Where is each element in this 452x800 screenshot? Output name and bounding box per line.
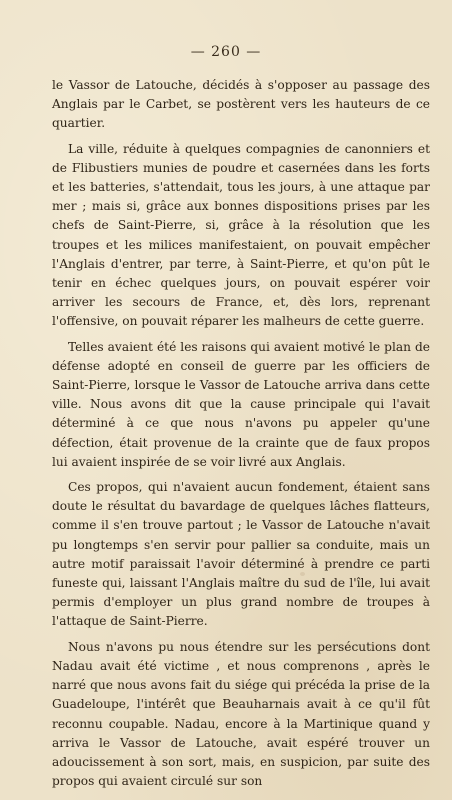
page-number: — 260 — (190, 44, 262, 60)
paragraph: Telles avaient été les raisons qui avaient motivé le plan de défense adopté en conseil de guerre par les officiers de Saint-Pierre, lorsque le Vassor de Latouche arriva dans cette ville. Nous avons dit que la cause principale qui l'avait déterminé à ce que nous n'avons pu appeler qu'une défection, était provenue de la crainte que de faux propos lui avaient inspirée de se voir livré aux Anglais. (52, 339, 430, 469)
paragraph: le Vassor de Latouche, décidés à s'opposer au passage des Anglais par le Carbet, se postèrent vers les hauteurs de ce quartier. (52, 78, 430, 131)
body-text (52, 76, 430, 797)
paragraph: Nous n'avons pu nous étendre sur les persécutions dont Nadau avait été victime , et nous comprenons , après le narré que nous avons fait du siége qui précéda la prise de la Guadeloupe, l'intérêt que Beauharnais avait à ce qu'il fût reconnu coupable. Nadau, encore à la Martinique quand y arriva le Vassor de Latouche, avait espéré trouver un adoucissement à son sort, mais, en suspicion, par suite des propos qui avaient circulé sur son (52, 639, 430, 789)
paragraph: Ces propos, qui n'avaient aucun fondement, étaient sans doute le résultat du bavardage de quelques lâches flatteurs, comme il s'en trouve partout ; le Vassor de Latouche n'avait pu longtemps s'en servir pour pallier sa conduite, mais un autre motif paraissait l'avoir déterminé à prendre ce parti funeste qui, laissant l'Anglais maître du sud de l'île, lui avait permis d'employer un plus grand nombre de troupes à l'attaque de Saint-Pierre. (52, 480, 430, 629)
paragraph: La ville, réduite à quelques compagnies de canonniers et de Flibustiers munies de poudre et casernées dans les forts et les batteries, s'attendait, tous les jours, à une attaque par mer ; mais si, grâce aux bonnes dispositions prises par les chefs de Saint-Pierre, si, grâce à la résolution que les troupes et les milices manifestaient, on pouvait empêcher l'Anglais d'entrer, par terre, à Saint-Pierre, et qu'on pût le tenir en échec quelques jours, on pouvait espérer voir arriver les secours de France, et, dès lors, reprenant l'offensive, on pouvait réparer les malheurs de cette guerre. (52, 141, 430, 329)
